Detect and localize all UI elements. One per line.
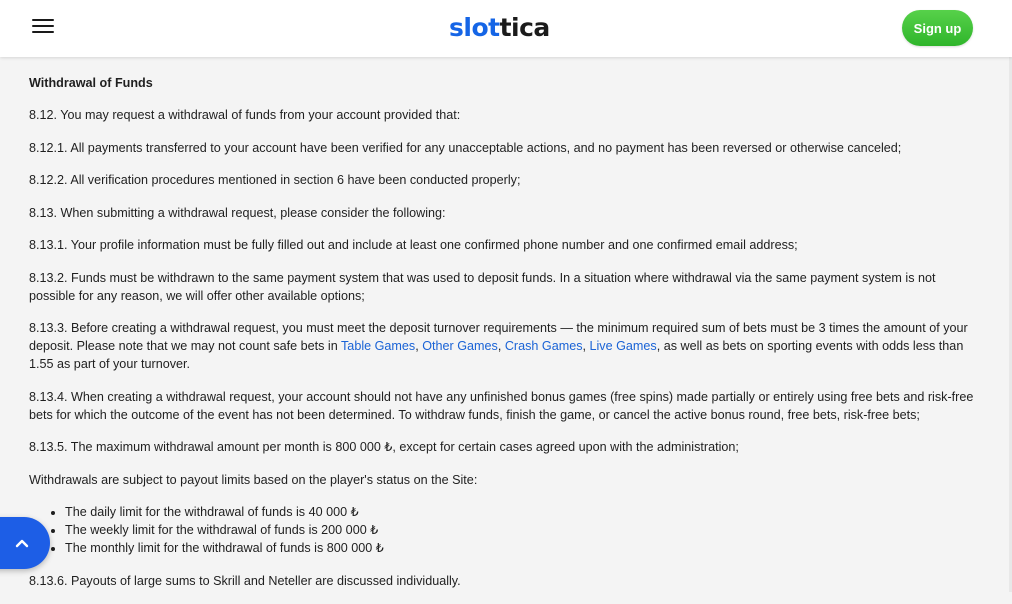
site-logo[interactable] (449, 13, 550, 43)
paragraph-8-13-5: 8.13.5. The maximum withdrawal amount per month is 800 000 ₺, except for certain cases agreed upon with the administration; (29, 440, 739, 454)
hamburger-menu-icon[interactable] (32, 17, 54, 35)
list-item-monthly-limit: • The monthly limit for the withdrawal of funds is 800 000 ₺ (65, 539, 979, 557)
paragraph-8-13-6: 8.13.6. Payouts of large sums to Skrill and Neteller are discussed individually. (29, 573, 461, 588)
paragraph-8-12-2: 8.12.2. All verification procedures mentioned in section 6 have been conducted properly; (29, 173, 521, 187)
link-crash-games[interactable]: Crash Games (504, 339, 583, 353)
separator: , (415, 339, 423, 353)
terms-content (29, 74, 979, 604)
list-item-weekly-limit: • The weekly limit for the withdrawal of funds is 200 000 ₺ (65, 521, 979, 539)
separator: , (582, 339, 590, 353)
signup-button[interactable]: Sign up (902, 10, 973, 46)
paragraph-8-13-4: 8.13.4. When creating a withdrawal request, your account should not have any unfinished bonus games (free spins) made partially or entirely using free bets and risk-free bets for which the outcome of the event has not been determined. To withdraw funds, finish the game, or cancel the active bonus round, free bets, risk-free bets; (29, 389, 974, 422)
paragraph-8-12-1: 8.12.1. All payments transferred to your account have been verified for any unacceptable actions, and no payment has been reversed or otherwise canceled; (29, 140, 902, 155)
paragraph-8-13-2: 8.13.2. Funds must be withdrawn to the same payment system that was used to deposit funds. In a situation where withdrawal via the same payment system is not possible for any reason, we will offer other available options; (29, 270, 936, 303)
limits-list (29, 503, 979, 557)
paragraph-8-13-3 (29, 319, 979, 373)
link-live-games[interactable]: Live Games (589, 339, 657, 353)
paragraph-8-12: 8.12. You may request a withdrawal of funds from your account provided that: (29, 108, 461, 122)
paragraph-8-13-1: 8.13.1. Your profile information must be fully filled out and include at least one confirmed phone number and one confirmed email address; (29, 238, 798, 252)
paragraph-8-13-3-end: , as well as bets on sporting events with odds less than 1.55 as part of your turnover. (29, 339, 964, 371)
link-table-games[interactable]: Table Games (341, 339, 416, 353)
separator: , (497, 339, 505, 353)
list-item-daily-limit: • The daily limit for the withdrawal of funds is 40 000 ₺ (65, 503, 979, 521)
link-other-games[interactable]: Other Games (422, 339, 498, 353)
chevron-up-icon (15, 538, 29, 548)
paragraph-8-13-3-start: 8.13.3. Before creating a withdrawal request, you must meet the deposit turnover requirements — the minimum required sum of bets must be 3 times the amount of your deposit. Please note that we may not count safe bets in (29, 321, 968, 353)
logo-part-tica: tica (499, 13, 550, 42)
logo-part-slot: slot (449, 13, 500, 42)
paragraph-8-13: 8.13. When submitting a withdrawal request, please consider the following: (29, 205, 446, 220)
scroll-to-top-button[interactable] (0, 517, 50, 569)
section-heading: Withdrawal of Funds (29, 76, 153, 90)
top-header (0, 0, 1012, 57)
paragraph-limits: Withdrawals are subject to payout limits based on the player's status on the Site: (29, 472, 478, 487)
